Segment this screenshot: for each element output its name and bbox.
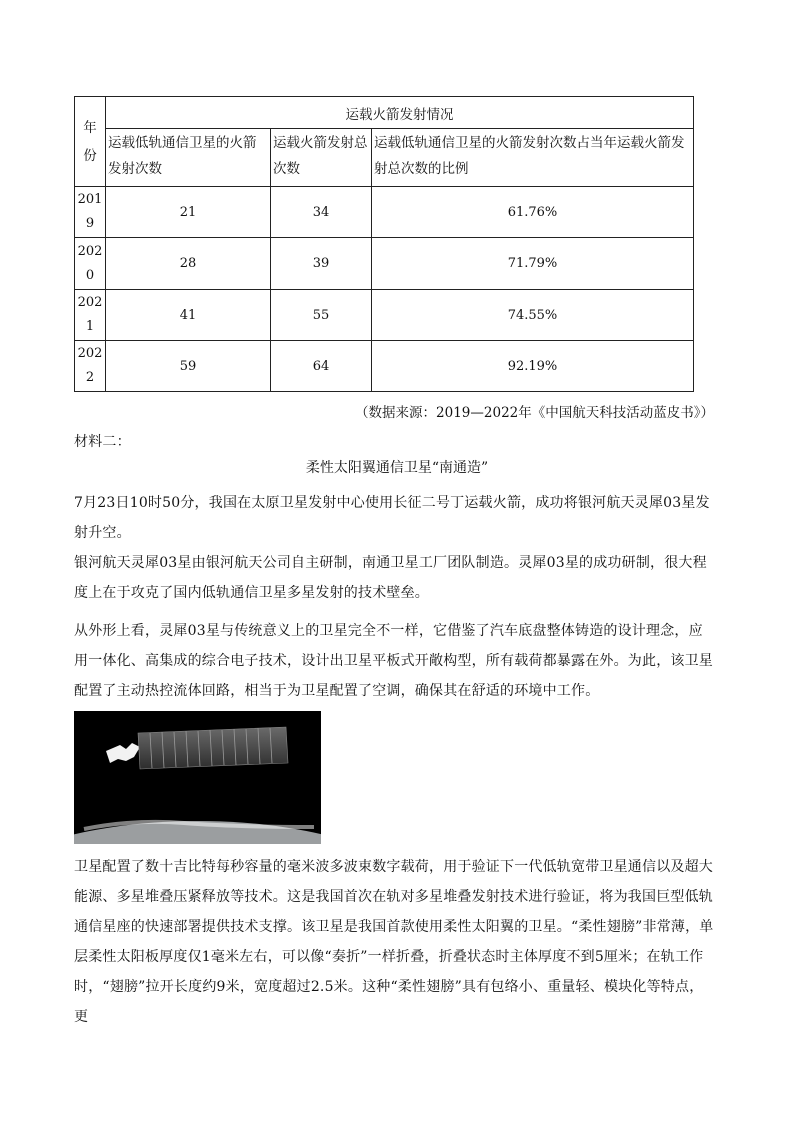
total-count-cell: 34 xyxy=(271,187,372,238)
low-orbit-count-cell: 41 xyxy=(106,290,271,341)
material-label: 材料二： xyxy=(74,434,131,450)
col2-header: 运载火箭发射总次数 xyxy=(271,129,372,187)
year-cell: 201 9 xyxy=(75,187,106,238)
total-count-cell: 39 xyxy=(271,238,372,290)
year-cell: 202 2 xyxy=(75,341,106,392)
article-title: 柔性太阳翼通信卫星“南通造” xyxy=(305,460,489,476)
satellite-photo xyxy=(74,711,321,844)
table-row xyxy=(75,238,694,290)
launch-data-table xyxy=(74,96,694,392)
table-row xyxy=(75,187,694,238)
table-row xyxy=(75,341,694,392)
total-count-cell: 55 xyxy=(271,290,372,341)
paragraph-payload: 卫星配置了数十吉比特每秒容量的毫米波多波束数字载荷，用于验证下一代低轨宽带卫星通信以及超大能源、多星堆叠压紧释放等技术。这是我国首次在轨对多星堆叠发射技术进行验证，将为我国巨型低轨通信星座的快速部署提供技术支撑。该卫星是我国首款使用柔性太阳翼的卫星。“柔性翅膀”非常薄，单层柔性太阳板厚度仅1毫米左右，可以像“奏折”一样折叠，折叠状态时主体厚度不到5厘米；在轨工作时，“翅膀”拉开长度约9米，宽度超过2.5米。这种“柔性翅膀”具有包络小、重量轻、模块化等特点，更 xyxy=(74,859,714,1025)
low-orbit-count-cell: 59 xyxy=(106,341,271,392)
source-note: （数据来源：2019—2022年《中国航天科技活动蓝皮书》） xyxy=(355,405,714,421)
year-header-text: 年份 xyxy=(83,119,97,164)
ratio-cell: 92.19% xyxy=(372,341,694,392)
satellite-image xyxy=(74,711,321,844)
low-orbit-count-cell: 21 xyxy=(106,187,271,238)
col3-header: 运载低轨通信卫星的火箭发射次数占当年运载火箭发射总次数的比例 xyxy=(372,129,694,187)
ratio-cell: 71.79% xyxy=(372,238,694,290)
year-cell: 202 1 xyxy=(75,290,106,341)
paragraph-launch: 7月23日10时50分，我国在太原卫星发射中心使用长征二号丁运载火箭，成功将银河航天灵犀03星发射升空。 xyxy=(74,495,710,541)
paragraph-development: 银河航天灵犀03星由银河航天公司自主研制，南通卫星工厂团队制造。灵犀03星的成功研制，很大程度上在于攻克了国内低轨通信卫星多星发射的技术壁垒。 xyxy=(74,555,707,601)
ratio-cell: 74.55% xyxy=(372,290,694,341)
ratio-cell: 61.76% xyxy=(372,187,694,238)
group-header: 运载火箭发射情况 xyxy=(106,97,694,129)
total-count-cell: 64 xyxy=(271,341,372,392)
table-row xyxy=(75,290,694,341)
low-orbit-count-cell: 28 xyxy=(106,238,271,290)
year-cell: 202 0 xyxy=(75,238,106,290)
year-header xyxy=(75,97,106,187)
col1-header: 运载低轨通信卫星的火箭发射次数 xyxy=(106,129,271,187)
paragraph-design: 从外形上看，灵犀03星与传统意义上的卫星完全不一样，它借鉴了汽车底盘整体铸造的设计理念，应用一体化、高集成的综合电子技术，设计出卫星平板式开敞构型，所有载荷都暴露在外。为此，该卫星配置了主动热控流体回路，相当于为卫星配置了空调，确保其在舒适的环境中工作。 xyxy=(74,623,713,699)
